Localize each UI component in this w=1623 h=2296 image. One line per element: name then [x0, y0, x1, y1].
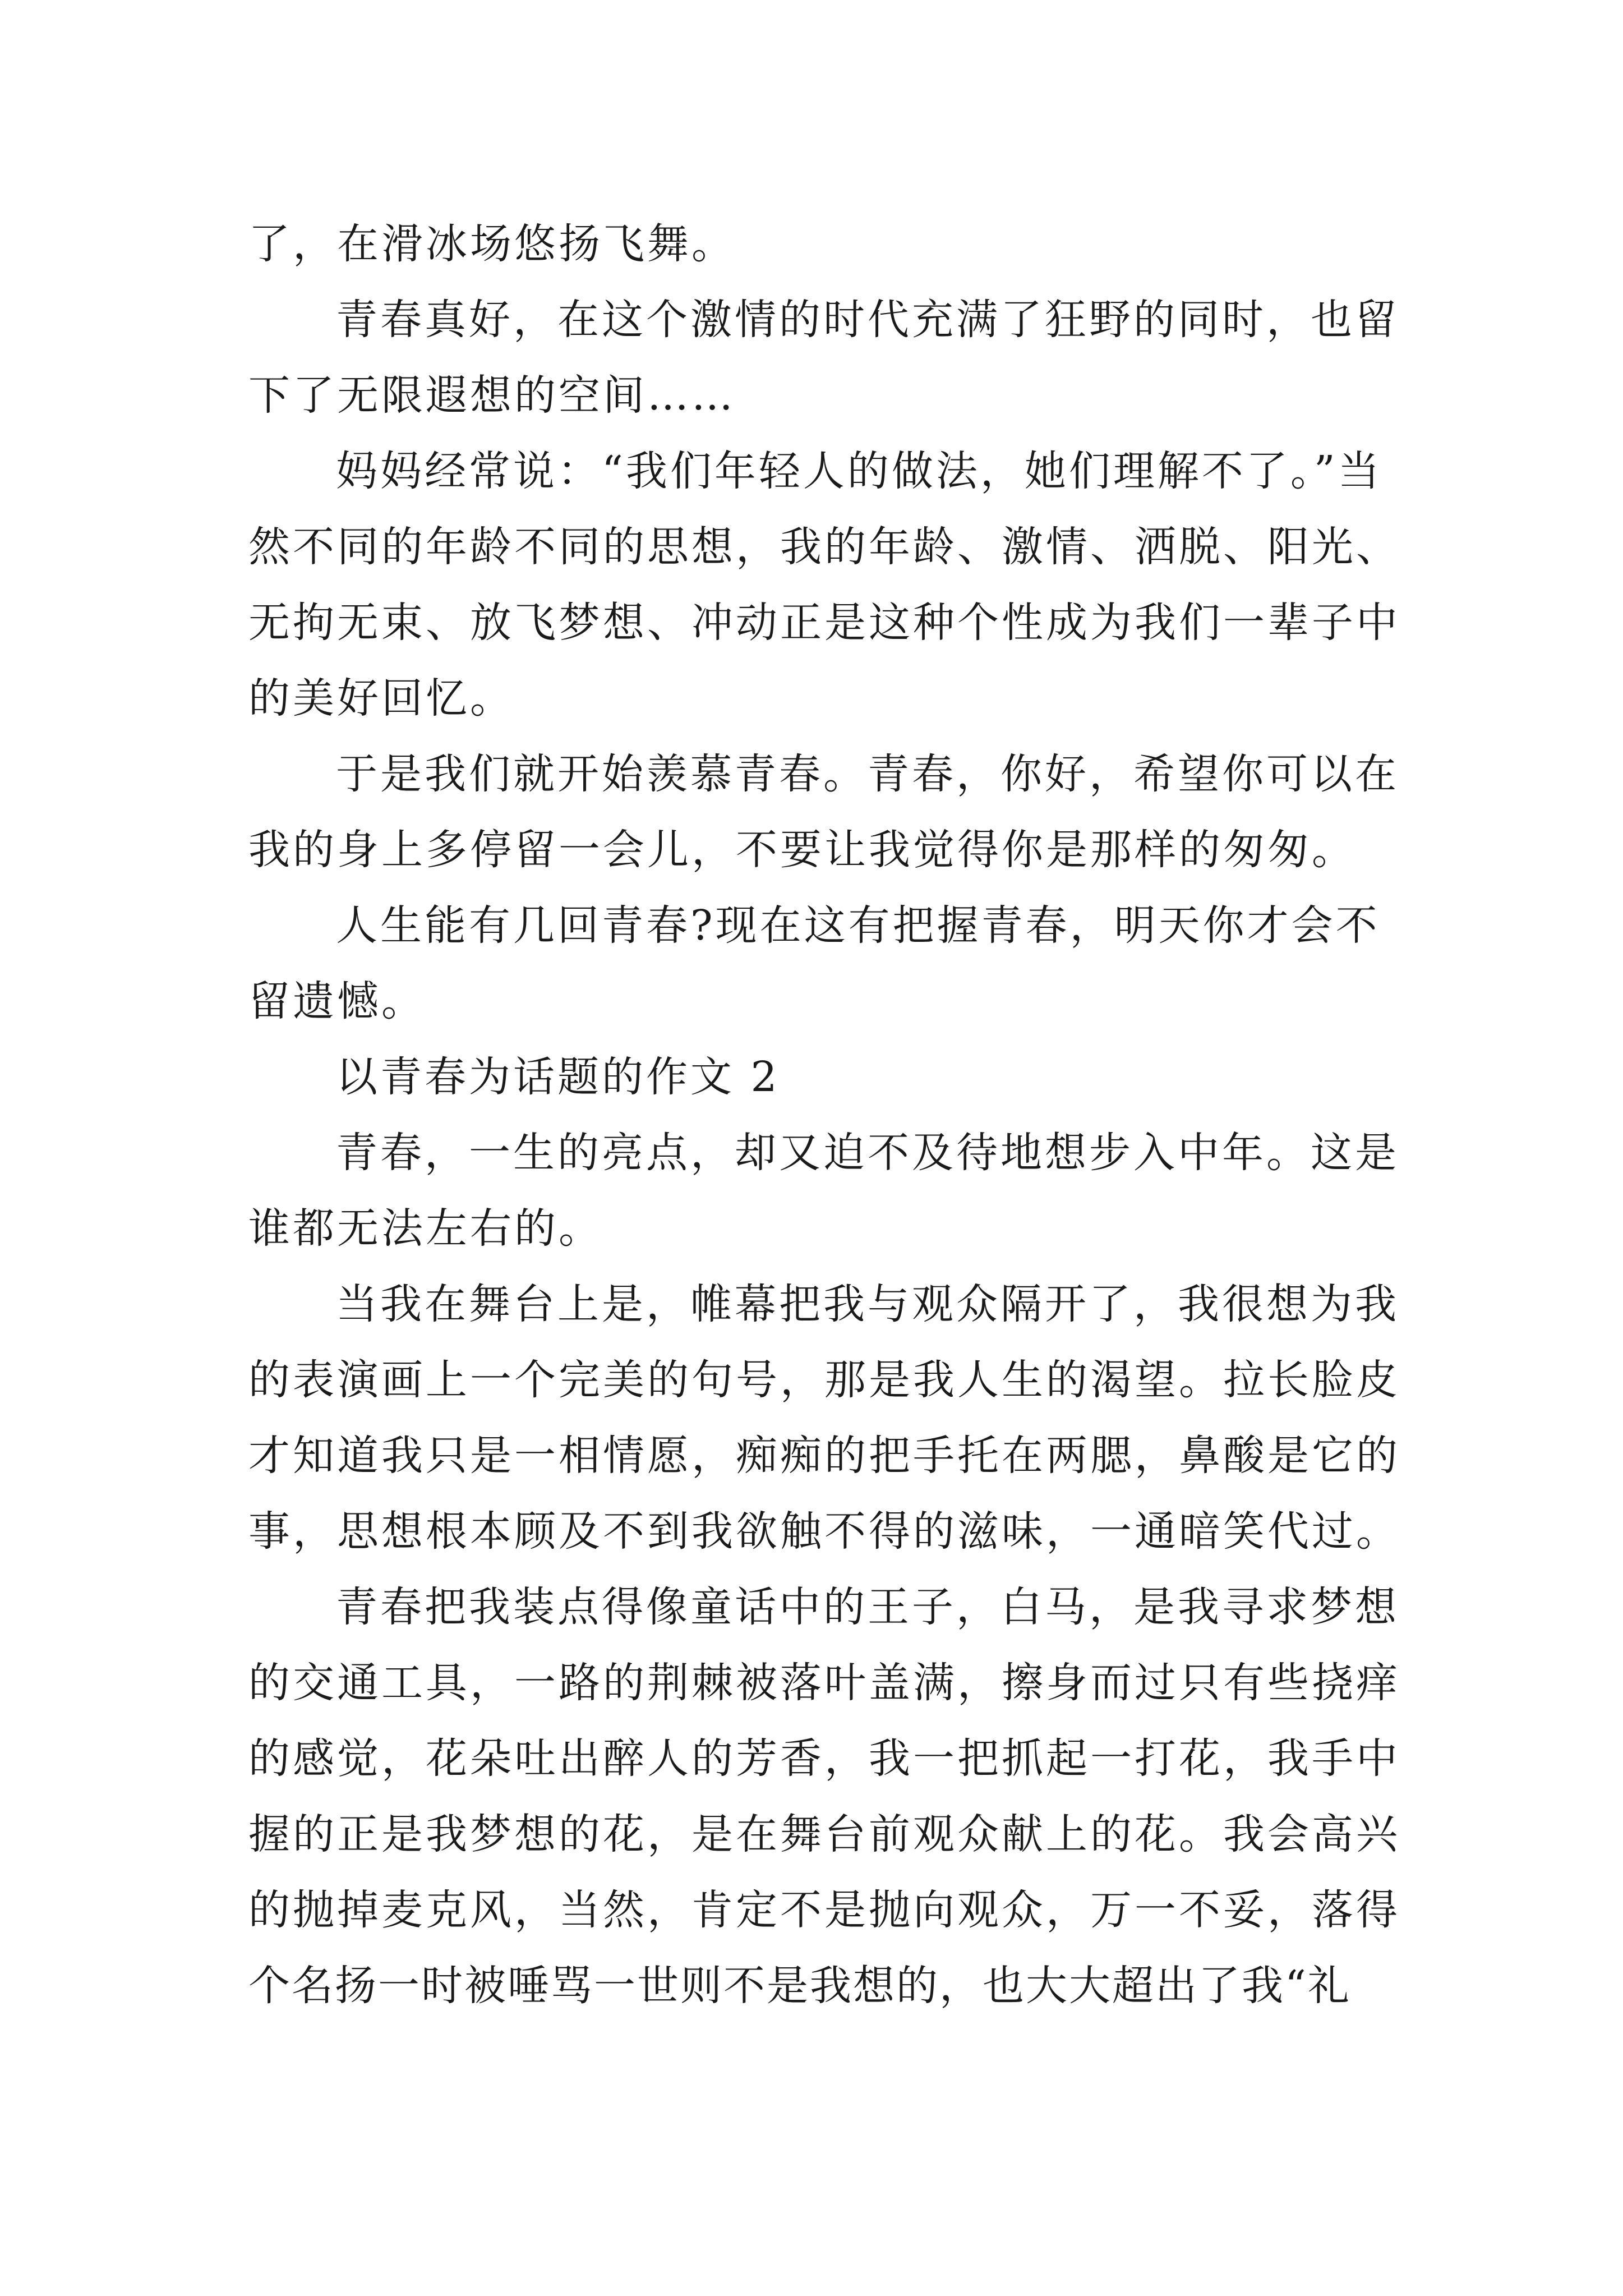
text-line: 的交通工具，一路的荆棘被落叶盖满，擦身而过只有些挠痒 — [248, 1659, 1400, 1707]
paragraph-first-line: 人生能有几回青春?现在这有把握青春，明天你才会不 — [336, 901, 1380, 950]
text-line: 无拘无束、放飞梦想、冲动正是这种个性成为我们一辈子中 — [248, 599, 1400, 647]
paragraph-first-line: 妈妈经常说：“我们年轻人的做法，她们理解不了。”当 — [336, 447, 1382, 495]
paragraph-first-line: 青春把我装点得像童话中的王子，白马，是我寻求梦想 — [336, 1583, 1399, 1631]
paragraph-first-line: 于是我们就开始羡慕青春。青春，你好，希望你可以在 — [336, 750, 1399, 798]
text-line: 下了无限遐想的空间…… — [248, 371, 736, 420]
text-line: 的美好回忆。 — [248, 674, 514, 723]
text-line: 事，思想根本顾及不到我欲触不得的滋味，一通暗笑代过。 — [248, 1507, 1400, 1556]
text-line: 留遗憾。 — [248, 977, 426, 1025]
section-heading: 以青春为话题的作文 2 — [336, 1053, 780, 1101]
text-line: 然不同的年龄不同的思想，我的年龄、激情、洒脱、阳光、 — [248, 523, 1400, 571]
paragraph-first-line: 青春真好，在这个激情的时代充满了狂野的同时，也留 — [336, 296, 1399, 344]
text-line: 的表演画上一个完美的句号，那是我人生的渴望。拉长脸皮 — [248, 1356, 1400, 1404]
essay-body — [248, 206, 1400, 2024]
text-line: 谁都无法左右的。 — [248, 1204, 603, 1253]
text-line: 我的身上多停留一会儿，不要让我觉得你是那样的匆匆。 — [248, 826, 1356, 874]
text-line: 了，在滑冰场悠扬飞舞。 — [248, 220, 736, 268]
text-line: 的感觉，花朵吐出醉人的芳香，我一把抓起一打花，我手中 — [248, 1734, 1400, 1783]
text-line: 握的正是我梦想的花，是在舞台前观众献上的花。我会高兴 — [248, 1810, 1400, 1858]
text-line: 个名扬一时被唾骂一世则不是我想的，也大大超出了我“礼 — [248, 1962, 1351, 2010]
paragraph-first-line: 当我在舞台上是，帷幕把我与观众隔开了，我很想为我 — [336, 1280, 1399, 1328]
text-line: 的抛掉麦克风，当然，肯定不是抛向观众，万一不妥，落得 — [248, 1886, 1400, 1934]
text-line: 才知道我只是一相情愿，痴痴的把手托在两腮，鼻酸是它的 — [248, 1432, 1400, 1480]
paragraph-first-line: 青春，一生的亮点，却又迫不及待地想步入中年。这是 — [336, 1129, 1399, 1177]
